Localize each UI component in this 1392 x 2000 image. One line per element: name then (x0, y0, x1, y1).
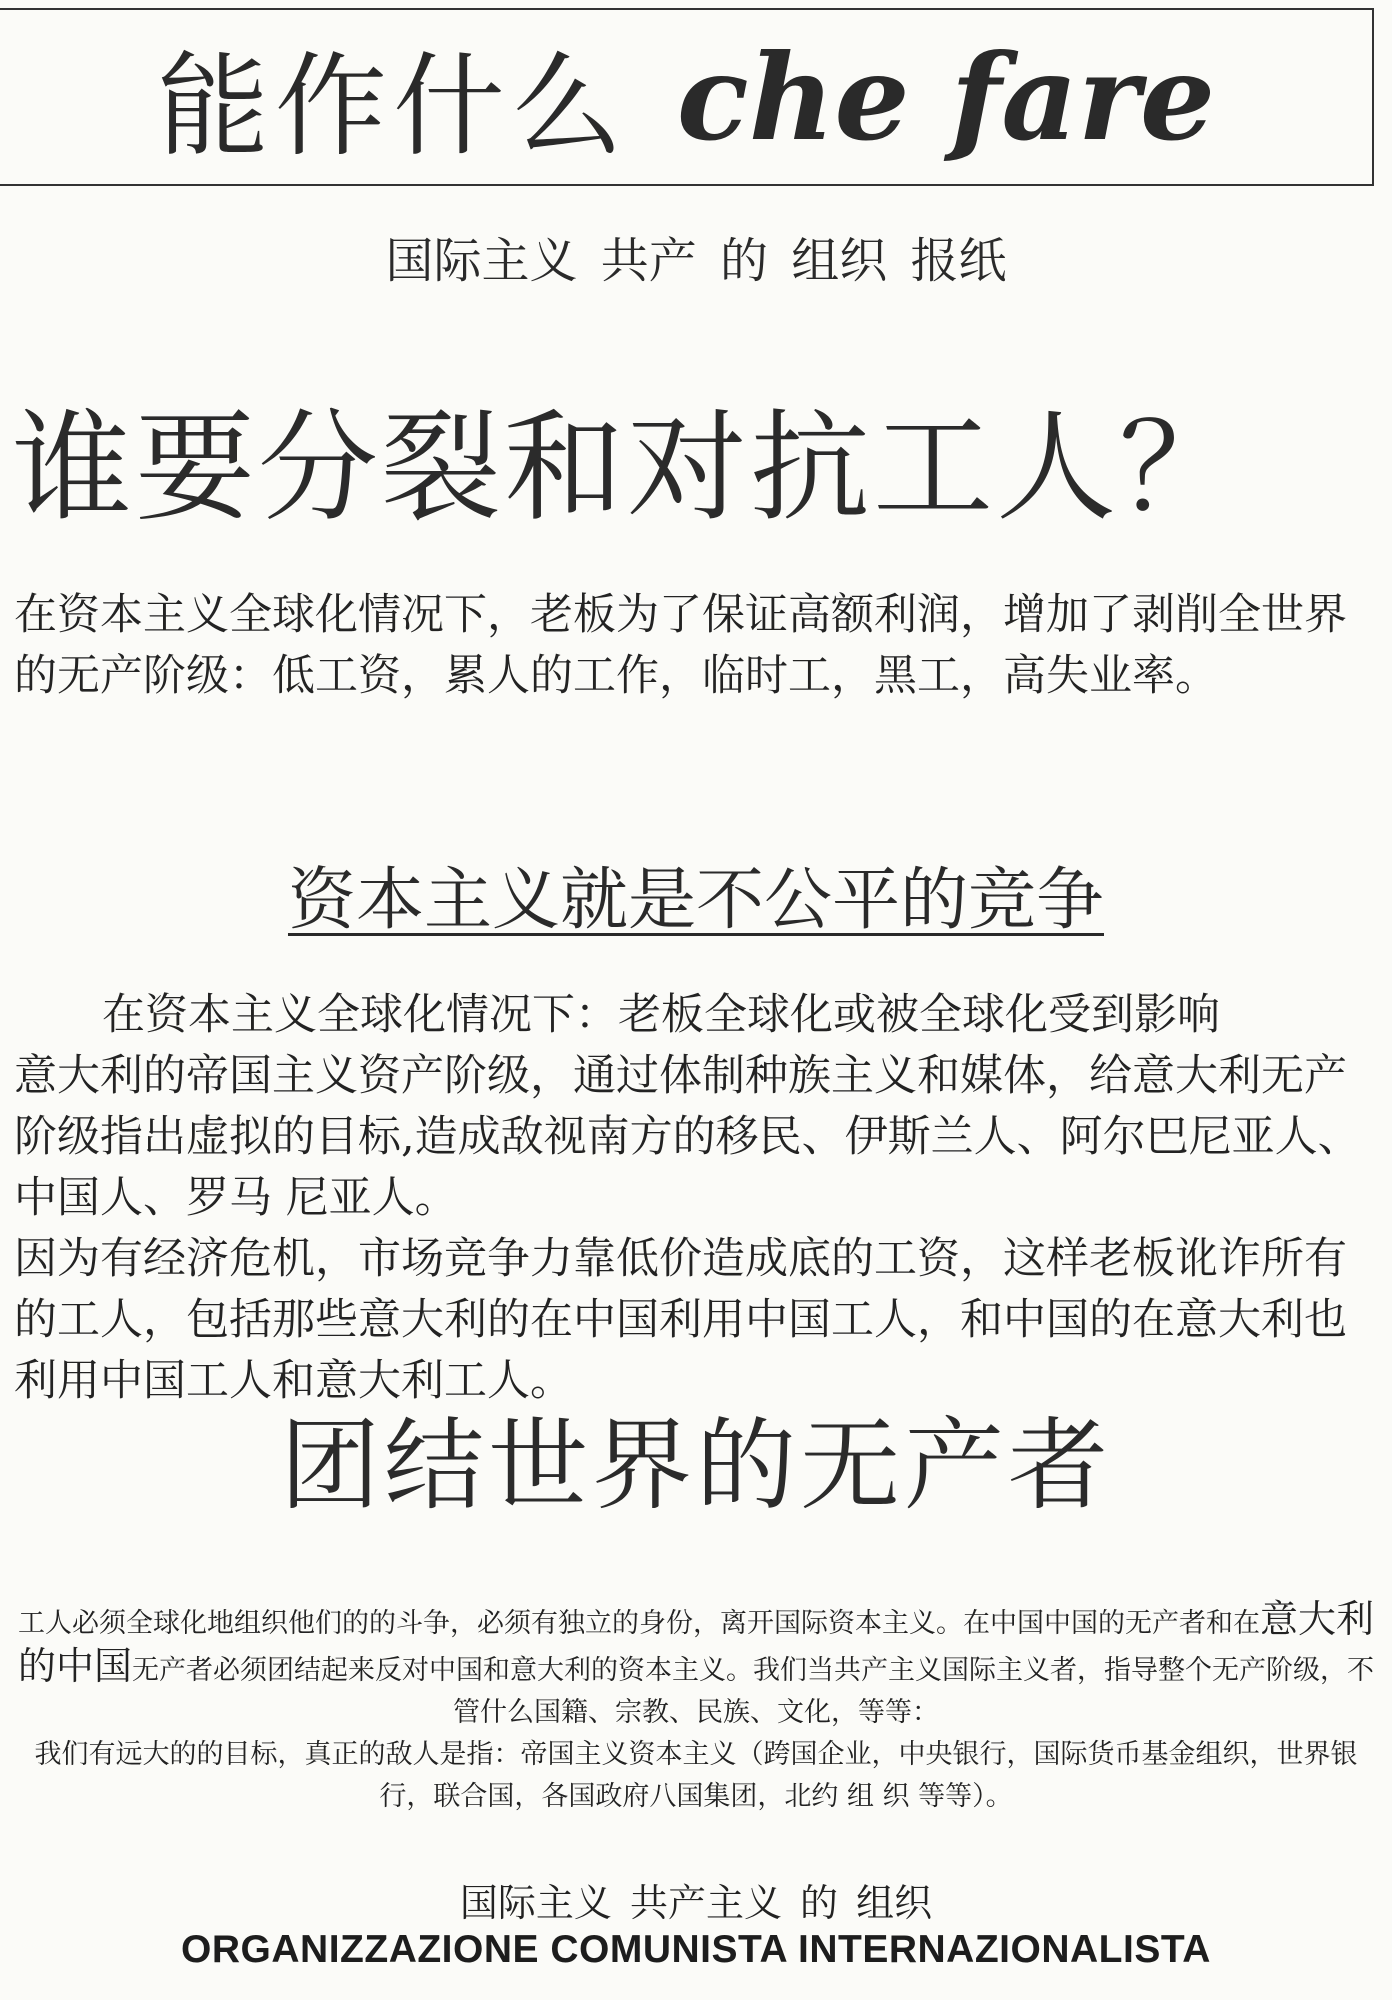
masthead (0, 8, 1374, 186)
body-text-2: 因为有经济危机，市场竞争力靠低价造成底的工资，这样老板讹诈所有的工人，包括那些意大利的在中国利用中国工人，和中国的在意大利也利用中国工人和意大利工人。 (14, 1234, 1347, 1406)
intro-paragraph: 在资本主义全球化情况下，老板为了保证高额利润，增加了剥削全世界的无产阶级：低工资，累人的工作，临时工，黑工，高失业率。 (14, 590, 1347, 701)
body-paragraph (14, 985, 1369, 1412)
section-heading (0, 846, 1392, 943)
slogan: 团结世界的无产者 (280, 1407, 1112, 1524)
subtitle: 国际主义 共产 的 组织 报纸 (385, 233, 1007, 289)
body-line1: 在资本主义全球化情况下：老板全球化或被全球化受到影响 (102, 990, 1220, 1040)
body-text: 意大利的帝国主义资产阶级，通过体制种族主义和媒体，给意大利无产阶级指出虚拟的目标,造成敌视南方的移民、伊斯兰人、阿尔巴尼亚人、中国人、罗马 尼亚人。 (14, 1051, 1361, 1223)
masthead-title-cn: 能作什么 (156, 41, 629, 172)
closing-part3: 无产者必须团结起来反对中国和意大利的资本主义。我们当共产主义国际主义者，指导整个无产阶级，不管什么国籍、宗教、民族、文化，等等： (132, 1655, 1374, 1728)
closing-part1: 工人必须全球化地组织他们的的斗争，必须有独立的身份，离开国际资本主义。在中国中国的无产者和在 (17, 1608, 1260, 1639)
closing-paragraph (10, 1598, 1382, 1818)
headline: 谁要分裂和对抗工人？ (12, 399, 1242, 538)
section-heading-text: 资本主义就是不公平的竞争 (287, 861, 1104, 940)
footer-org-it: ORGANIZZAZIONE COMUNISTA INTERNAZIONALISTA (181, 1928, 1211, 1971)
footer-org-cn: 国际主义 共产主义 的 组织 (459, 1881, 933, 1925)
closing-part4: 我们有远大的的目标，真正的敌人是指：帝国主义资本主义（跨国企业，中央银行，国际货币基金组织，世界银行，联合国，各国政府八国集团，北约 组 织 等等）。 (34, 1739, 1358, 1812)
closing-emphasis: 意大利的中国 (17, 1597, 1374, 1688)
masthead-title-it: che fare (676, 27, 1216, 167)
